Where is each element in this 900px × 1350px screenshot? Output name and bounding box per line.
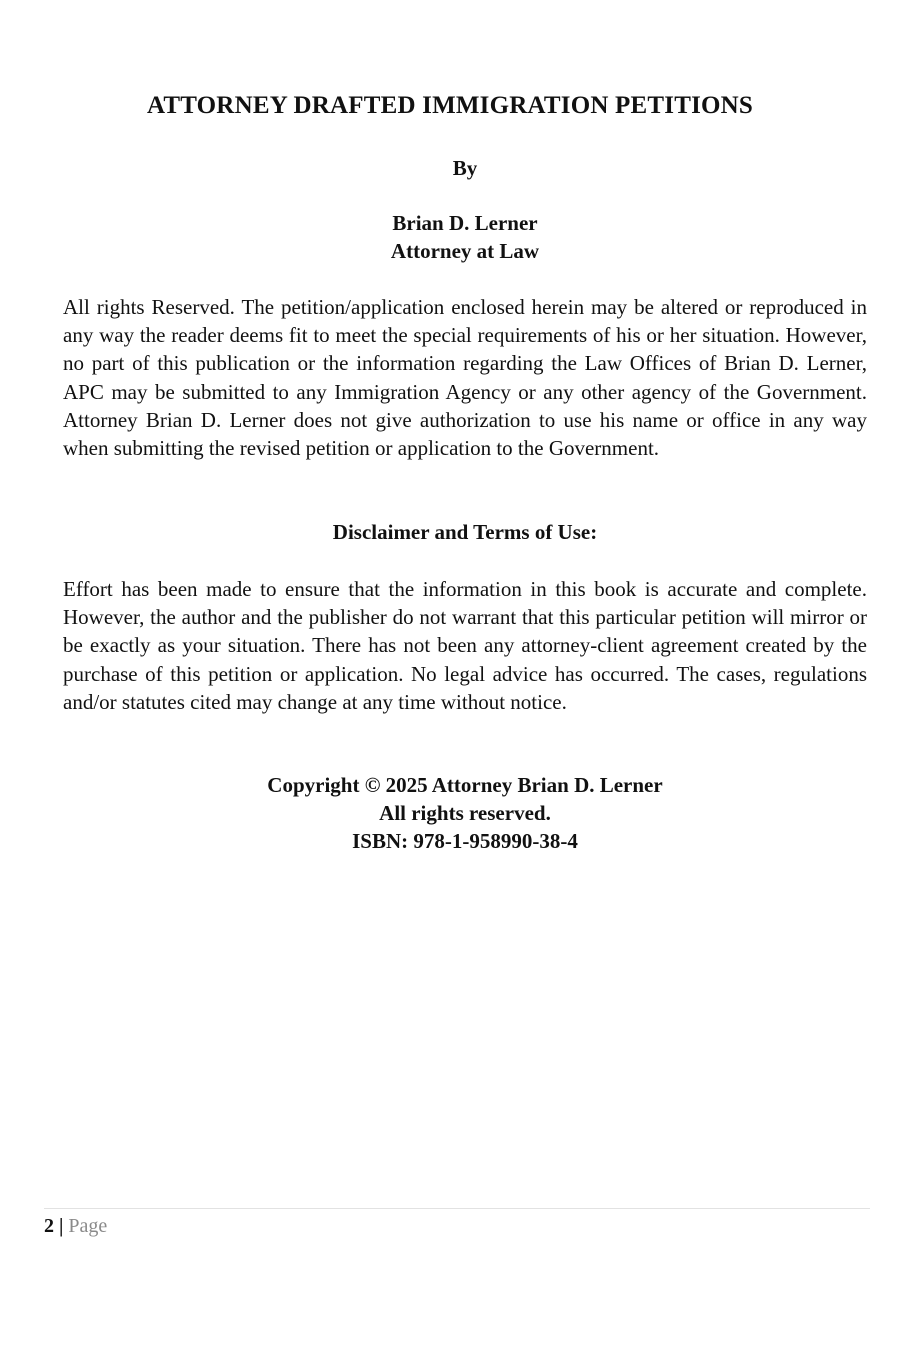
page-label: Page	[68, 1215, 108, 1237]
page-footer	[44, 1213, 107, 1239]
disclaimer-heading: Disclaimer and Terms of Use:	[332, 520, 598, 544]
disclaimer-paragraph: Effort has been made to ensure that the information in this book is accurate and complete. However, the author and the publisher do not warrant that this particular petition will mirror or be exactly as your situation. There has not been any attorney-client agreement created by the purchase of this petition or application. No legal advice has occurred. The cases, regulations and/or statutes cited may change at any time without notice.	[63, 577, 867, 714]
author-role: Attorney at Law	[390, 239, 540, 263]
document-title: ATTORNEY DRAFTED IMMIGRATION PETITIONS	[146, 92, 754, 119]
footer-separator: |	[59, 1215, 64, 1237]
by-line: By	[452, 156, 478, 180]
rights-reserved-line: All rights reserved.	[379, 801, 551, 825]
isbn-line: ISBN: 978-1-958990-38-4	[352, 829, 578, 853]
rights-paragraph: All rights Reserved. The petition/application enclosed herein may be altered or reproduced in any way the reader deems fit to meet the special requirements of his or her situation. However, no part of this publication or the information regarding the Law Offices of Brian D. Lerner, APC may be submitted to any Immigration Agency or any other agency of the Government. Attorney Brian D. Lerner does not give authorization to use his name or office in any way when submitting the revised petition or application to the Government.	[63, 295, 867, 461]
page-number: 2	[44, 1215, 54, 1237]
author-name: Brian D. Lerner	[392, 211, 538, 235]
author-block	[0, 209, 900, 265]
copyright-block	[0, 771, 900, 855]
footer-divider	[44, 1208, 870, 1209]
copyright-line: Copyright © 2025 Attorney Brian D. Lerner	[267, 773, 663, 797]
